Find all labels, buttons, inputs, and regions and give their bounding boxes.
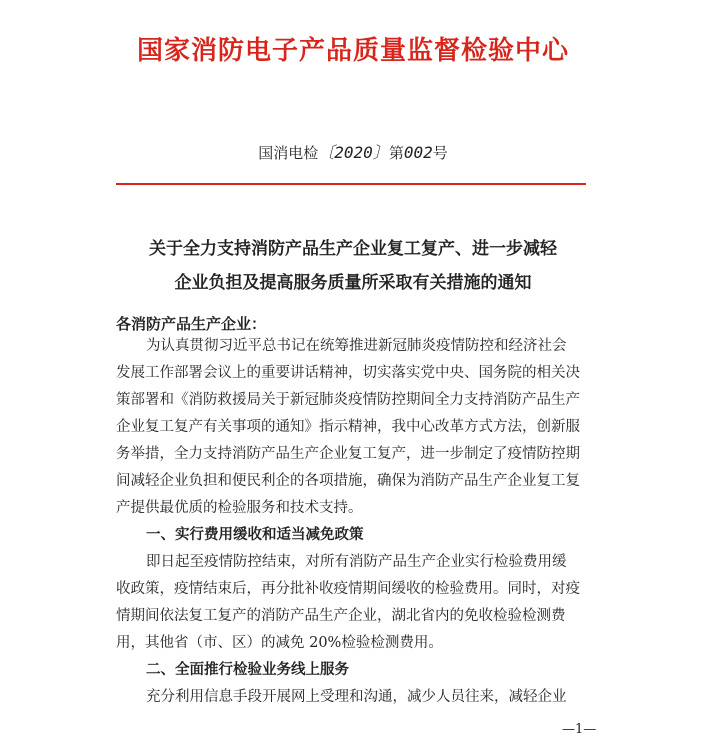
section-1 (116, 522, 608, 657)
red-divider-line (116, 183, 586, 185)
page-number: —1— (562, 722, 597, 737)
paragraph-line: 策部署和《消防救援局关于新冠肺炎疫情防控期间全力支持消防产品生产 (116, 392, 580, 408)
paragraph-line: 收政策，疫情结束后，再分批补收疫情期间缓收的检验费用。同时，对疫 (116, 581, 580, 597)
section-2 (116, 657, 608, 711)
doc-number-mid: 第 (388, 144, 404, 162)
paragraph-line: 务举措，全力支持消防产品生产企业复工复产，进一步制定了疫情防控期 (116, 446, 580, 462)
paragraph-line: 充分利用信息手段开展网上受理和沟通，减少人员往来，减轻企业 (146, 689, 567, 705)
doc-number-prefix: 国消电检 (258, 144, 319, 162)
paragraph-line: 发展工作部署会议上的重要讲话精神，切实落实党中央、国务院的相关决 (116, 365, 580, 381)
paragraph-line: 情期间依法复工复产的消防产品生产企业，湖北省内的免收检验检测费 (116, 608, 566, 624)
notice-title (0, 232, 706, 300)
paragraph-line: 为认真贯彻习近平总书记在统筹推进新冠肺炎疫情防控和经济社会 (146, 338, 567, 354)
paragraph-line: 企业复工复产有关事项的通知》指示精神，我中心改革方式方法，创新服 (116, 419, 580, 435)
document-number (0, 140, 706, 163)
salutation: 各消防产品生产企业： (116, 315, 267, 333)
doc-number-suffix: 号 (432, 144, 448, 162)
section-heading: 一、实行费用缓收和适当减免政策 (146, 527, 364, 543)
paragraph-line: 间减轻企业负担和便民利企的各项措施，确保为消防产品生产企业复工复 (116, 473, 580, 489)
paragraph-line: 即日起至疫情防控结束，对所有消防产品生产企业实行检验费用缓 (146, 554, 567, 570)
paragraph-line: 产提供最优质的检验服务和技术支持。 (116, 500, 363, 516)
section-heading: 二、全面推行检验业务线上服务 (146, 662, 349, 678)
doc-number-no: 002 (403, 143, 433, 162)
notice-title-line-2: 企业负担及提高服务质量所采取有关措施的通知 (174, 273, 532, 293)
paragraph-line: 用，其他省（市、区）的减免 20%检验检测费用。 (116, 635, 443, 651)
doc-number-year: 〔2020〕 (318, 143, 389, 162)
intro-paragraph (116, 333, 608, 522)
notice-title-line-1: 关于全力支持消防产品生产企业复工复产、进一步减轻 (149, 239, 557, 259)
organization-title: 国家消防电子产品质量监督检验中心 (136, 36, 569, 66)
